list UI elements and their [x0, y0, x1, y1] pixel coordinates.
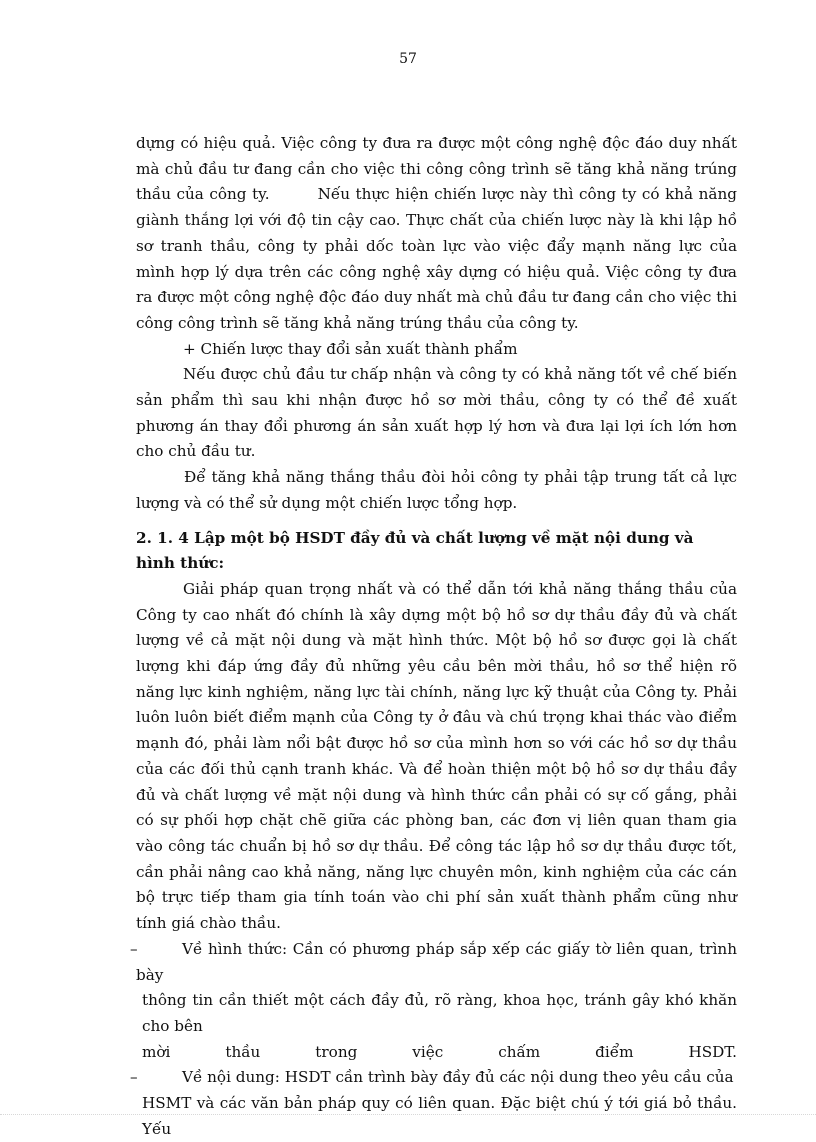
- section-gap: [136, 517, 737, 526]
- bullet-form-line-2: thông tin cần thiết một cách đầy đủ, rõ ràng, khoa học, tránh gây khó khăn cho bên: [142, 991, 737, 1035]
- bullet-content-line-1: – Về nội dung: HSDT cần trình bày đầy đủ các nội dung theo yêu cầu của: [136, 1065, 737, 1091]
- dash-marker: –: [130, 1068, 138, 1087]
- strategy-item: + Chiến lược thay đổi sản xuất thành phẩm: [183, 339, 518, 358]
- page-number: 57: [399, 51, 417, 67]
- bullet-form-line-1: – Về hình thức: Cần có phương pháp sắp xếp các giấy tờ liên quan, trình bày: [136, 937, 737, 988]
- paragraph-1-part-a: dựng có hiệu quả. Việc công ty đưa ra được một công nghệ độc đáo duy nhất mà chủ đầu tư đang cần cho việc thi công công trình sẽ tăng khả năng trúng thầu của công ty.: [136, 134, 737, 204]
- bullet-content: [130, 1065, 737, 1142]
- paragraph-5: Giải pháp quan trọng nhất và có thể dẫn tới khả năng thắng thầu của Công ty cao nhất đó chính là xây dựng một bộ hồ sơ dự thầu đầy đủ và chất lượng về cả mặt nội dung và mặt hình thức. Một bộ hồ sơ được gọi là chất lượng khi đáp ứng đầy đủ những yêu cầu bên mời thầu, hồ sơ thể hiện rõ năng lực kinh nghiệm, năng lực tài chính, năng lực kỹ thuật của Công ty. Phải luôn luôn biết điểm mạnh của Công ty ở đâu và chú trọng khai thác vào điểm mạnh đó, phải làm nổi bật được hồ sơ của mình hơn so với các hồ sơ dự thầu của các đối thủ cạnh tranh khác. Và để hoàn thiện một bộ hồ sơ dự thầu đầy đủ và chất lượng về mặt nội dung và hình thức cần phải có sự cố gắng, phải có sự phối hợp chặt chẽ giữa các phòng ban, các đơn vị liên quan tham gia vào công tác chuẩn bị hồ sơ dự thầu. Để công tác lập hồ sơ dự thầu được tốt, cần phải nâng cao khả năng, năng lực chuyên môn, kinh nghiệm của các cán bộ trực tiếp tham gia tính toán vào chi phí sản xuất thành phẩm cũng như tính giá chào thầu.: [136, 579, 737, 933]
- bullet-content-line-2: HSMT và các văn bản pháp quy có liên quan. Đặc biệt chú ý tới giá bỏ thầu. Yếu: [142, 1094, 737, 1138]
- paragraph-3: Nếu được chủ đầu tư chấp nhận và công ty có khả năng tốt về chế biến sản phẩm thì sau khi nhận được hồ sơ mời thầu, công ty có thể đề xuất phương án thay đổi phương án sản xuất hợp lý hơn và đưa lại lợi ích lớn hơn cho chủ đầu tư.: [136, 365, 737, 461]
- bullet-form-line-3: mời thầu trong việc chấm điểm HSDT.: [142, 1042, 737, 1061]
- paragraph-4: Để tăng khả năng thắng thầu đòi hỏi công ty phải tập trung tất cả lực lượng và có thể sử dụng một chiến lược tổng hợp.: [136, 468, 737, 512]
- bullet-form: [130, 937, 737, 1066]
- dash-marker: –: [130, 939, 138, 958]
- page-bottom-rule: [0, 1114, 816, 1115]
- document-body: [130, 131, 737, 1142]
- paragraph-1-part-b: Nếu thực hiện chiến lược này thì công ty có khả năng giành thắng lợi với độ tin cậy cao. Thực chất của chiến lược này là khi lập hồ sơ tranh thầu, công ty phải dốc toàn lực vào việc đẩy mạnh năng lực của mình hợp lý dựa trên các công nghệ xây dựng có hiệu quả. Việc công ty đưa ra được một công nghệ độc đáo duy nhất mà chủ đầu tư đang cần cho việc thi công công trình sẽ tăng khả năng trúng thầu của công ty.: [136, 185, 737, 332]
- section-heading: 2. 1. 4 Lập một bộ HSDT đầy đủ và chất lượng về mặt nội dung và hình thức:: [136, 528, 694, 573]
- paragraph-1: [136, 131, 737, 337]
